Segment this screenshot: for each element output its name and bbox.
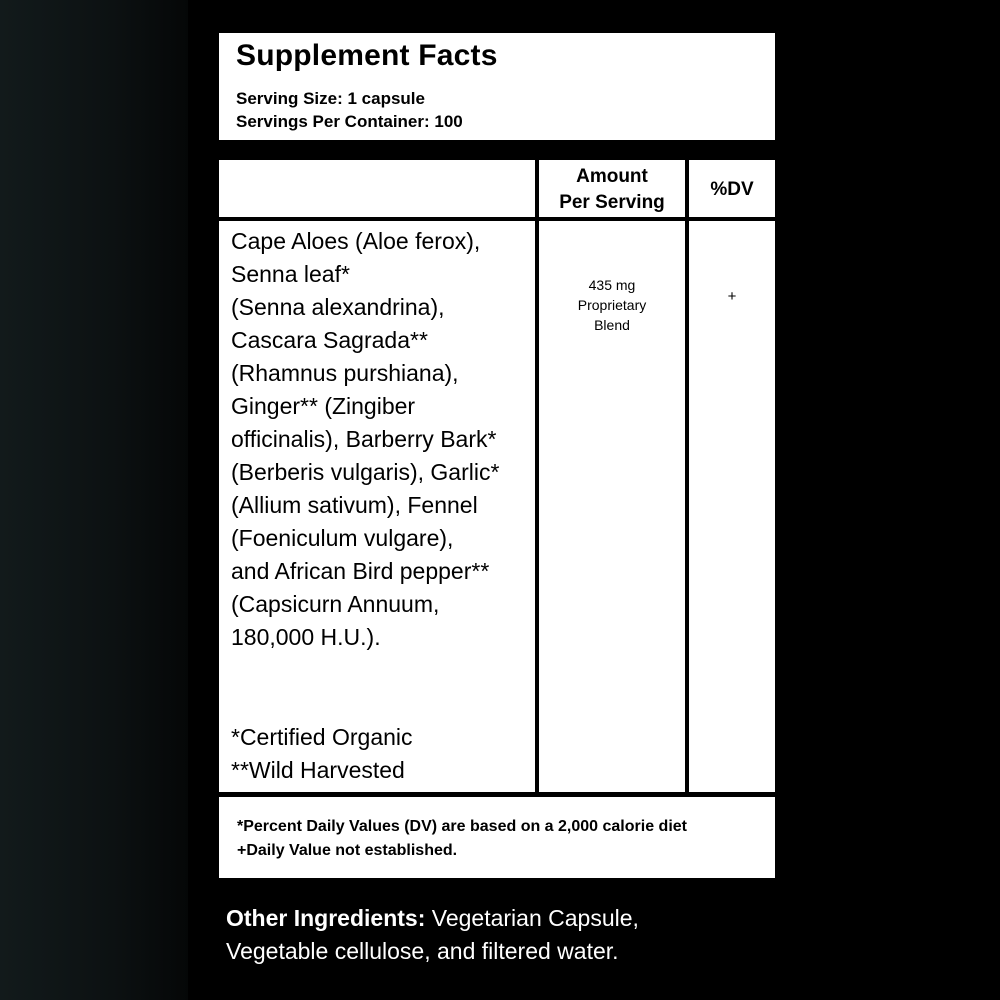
- ingredient-notes: [231, 721, 413, 787]
- divider-bar: [219, 140, 775, 160]
- other-ingredients-heading: Other Ingredients:: [226, 905, 426, 931]
- serving-size: Serving Size: 1 capsule: [236, 89, 425, 108]
- column-header-amount-line1: Amount: [576, 166, 648, 187]
- header-divider: [219, 217, 775, 221]
- column-header-amount-line2: Per Serving: [559, 192, 665, 213]
- column-divider: [685, 160, 689, 794]
- supplement-facts-label: [219, 33, 775, 878]
- footnote-dv: *Percent Daily Values (DV) are based on a 2,000 calorie diet: [237, 818, 687, 835]
- column-header-dv: %DV: [710, 179, 754, 200]
- label-title: Supplement Facts: [236, 39, 498, 72]
- column-header-amount: [539, 164, 685, 216]
- background-panel: [0, 0, 188, 1000]
- serving-info: [236, 87, 463, 133]
- footnote-plus: +Daily Value not established.: [237, 842, 458, 859]
- daily-value: +: [727, 288, 737, 305]
- ingredient-list: Cape Aloes (Aloe ferox), Senna leaf* (Senna alexandrina), Cascara Sagrada** (Rhamnus purshiana), Ginger** (Zingiber officinalis), Barberry Bark* (Berberis vulgaris), Garlic* (Allium sativum), Fennel (Foeniculum vulgare), and African Bird pepper** (Capsicurn Annuum, 180,000 H.U.).: [231, 228, 500, 650]
- column-divider: [535, 160, 539, 794]
- other-ingredients-line1: Vegetarian Capsule,: [425, 905, 639, 931]
- other-ingredients-line2: Vegetable cellulose, and filtered water.: [226, 938, 619, 964]
- amount-per-serving: 435 mg Proprietary Blend: [577, 277, 647, 333]
- note-wild-harvested: **Wild Harvested: [231, 757, 405, 783]
- footnotes: [237, 815, 687, 863]
- servings-per-container: Servings Per Container: 100: [236, 112, 463, 131]
- table-bottom-divider: [219, 792, 775, 797]
- other-ingredients: [226, 902, 639, 968]
- note-certified-organic: *Certified Organic: [231, 724, 413, 750]
